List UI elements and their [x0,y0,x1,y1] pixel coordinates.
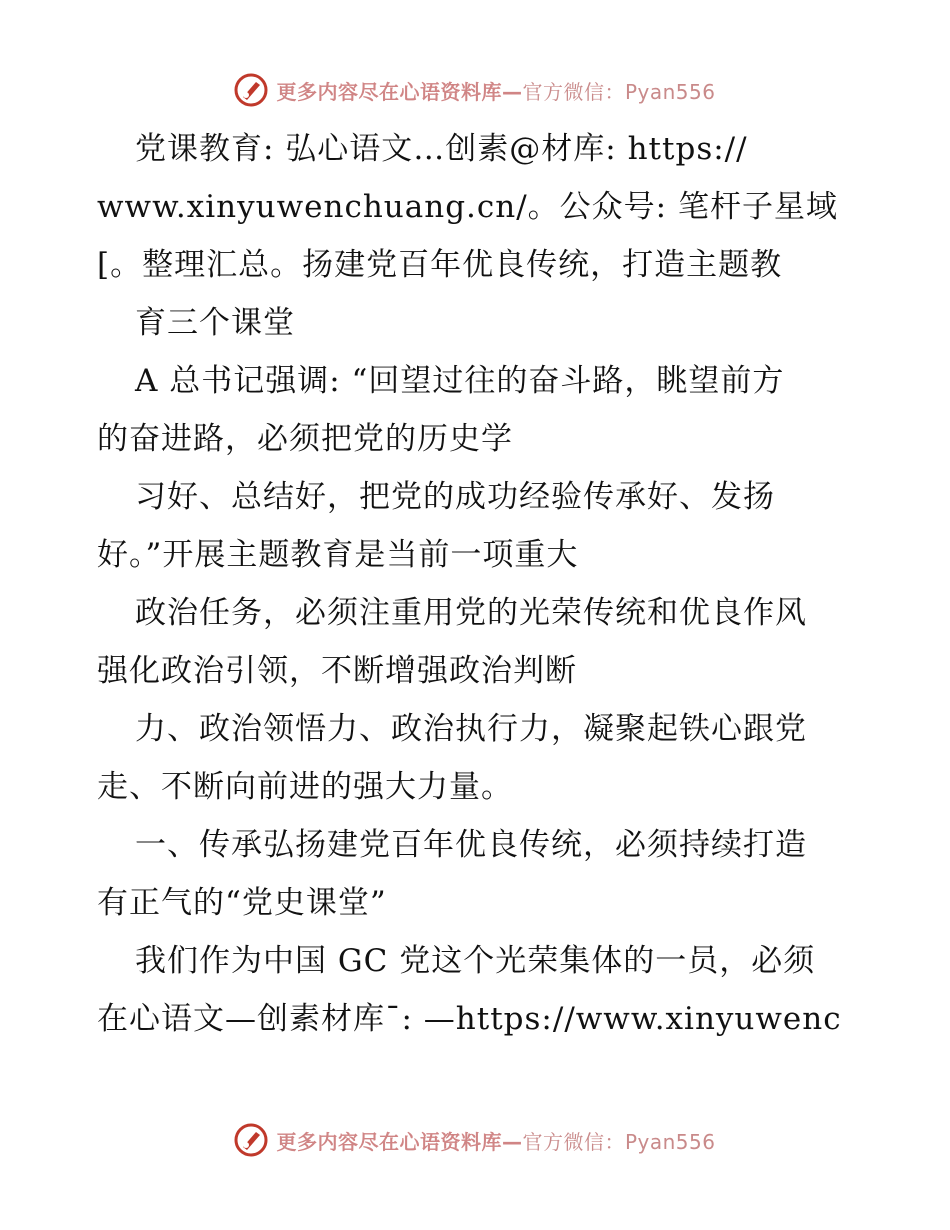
body-line: A 总书记强调: “回望过往的奋斗路，眺望前方 [135,363,785,399]
body-line: 习好、总结好，把党的成功经验传承好、发扬 [135,479,775,515]
footer-banner-text: 更多内容尽在心语资料库—官方微信：Pyan556 [276,1129,716,1154]
body-line: [。整理汇总。扬建党百年优良传统，打造主题教 [97,247,783,283]
body-line: 在心语文—创素材库¯: —https://www.xinyuwenc [97,1001,842,1037]
body-line: 强化政治引领，不断增强政治判断 [97,653,577,689]
footer-banner [0,1120,950,1160]
body-line: www.xinyuwenchuang.cn/。公众号: 笔杆子星域 [97,189,838,225]
body-line: 一、传承弘扬建党百年优良传统，必须持续打造 [135,827,807,863]
body-line: 走、不断向前进的强大力量。 [97,769,513,805]
body-line: 好。”开展主题教育是当前一项重大 [97,537,579,573]
red-circle-pen-logo-icon [234,73,268,107]
body-line: 有正气的“党史课堂” [97,885,387,921]
body-line: 的奋进路，必须把党的历史学 [97,421,513,457]
header-banner-text: 更多内容尽在心语资料库—官方微信：Pyan556 [276,79,716,104]
body-line: 力、政治领悟力、政治执行力，凝聚起铁心跟党 [135,711,807,747]
body-line: 育三个课堂 [135,305,295,341]
body-line: 党课教育: 弘心语文…创素@材库: https:// [135,131,748,167]
red-circle-pen-logo-icon [234,1123,268,1157]
body-line: 政治任务，必须注重用党的光荣传统和优良作风 [135,595,807,631]
body-line: 我们作为中国 GC 党这个光荣集体的一员，必须 [135,943,816,979]
document-body [97,120,857,1048]
header-banner [0,70,950,110]
